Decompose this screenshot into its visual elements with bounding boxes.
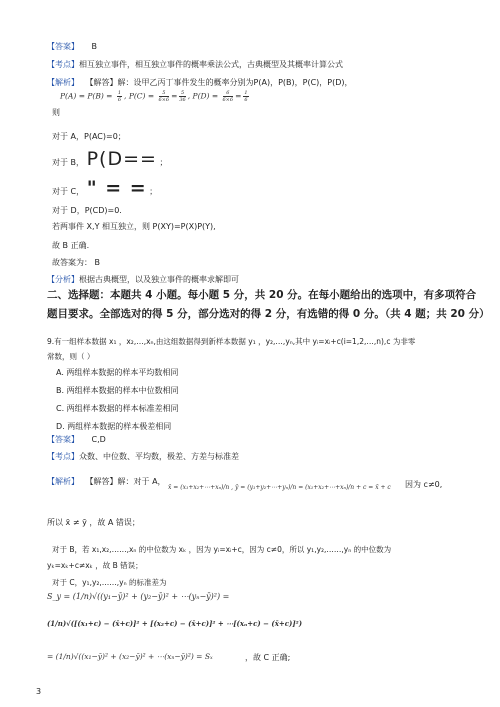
option-c: C. 两组样本数据的样本标准差相同	[56, 404, 179, 413]
answer-line	[47, 41, 97, 52]
question-9-line-1: 9.有一组样本数据 x₁ ，x₂,…,xₙ,由这组数据得到新样本数据 y₁ ，y₂,…,yₙ,其中 yᵢ=xᵢ+c(i=1,2,…,n),c 为非零	[47, 337, 416, 346]
case-c-prefix: 对于 C，	[52, 187, 85, 196]
sy-formula: S_y = (1/n)√((y₁−ȳ)² + (y₂−ȳ)² + ⋯(yₙ−ȳ)²) =	[47, 592, 230, 601]
option-b: B. 两组样本数据的样本中位数相同	[56, 386, 179, 395]
fenxi-line	[47, 274, 239, 285]
case-b-prefix: 对于 B，	[52, 158, 85, 167]
frac-6-66: $\frac{6}{6\times 6}$	[222, 90, 234, 103]
case-b-formula: P(D==	[86, 148, 157, 170]
so-line: 所以 x̄ ≠ ȳ ，故 A 错误；	[47, 518, 140, 527]
jiexi-2-tag: 【解析】	[47, 477, 79, 486]
jiexi-2-line	[47, 476, 166, 487]
section-title-2: 题目要求。全部选对的得 5 分，部分选对的得 2 分，有选错的得 0 分。（共 4 题；共 20 分）	[47, 308, 490, 320]
jiexi-tag: 【解析】	[47, 78, 79, 87]
option-d: D. 两组样本数据的样本极差相同	[56, 422, 172, 431]
case-c-suffix: ；	[149, 187, 158, 196]
case-b2-line-1: 对于 B，若 x₁,x₂,……,xₙ 的中位数为 xₖ ，因为 yᵢ=xᵢ+c，因为 c≠0，所以 y₁,y₂,……,yₙ 的中位数为	[52, 545, 392, 554]
c-correct: ，故 C 正确;	[245, 653, 291, 662]
answer-tag: 【答案】	[47, 42, 79, 51]
kaodian-2-line	[47, 451, 239, 462]
final-answer: 故答案为： B	[52, 258, 101, 267]
jiexi-line	[47, 77, 353, 88]
case-c2-line: 对于 C，y₁,y₂,……,yₙ 的标准差为	[52, 578, 167, 587]
option-a: A. 两组样本数据的样本平均数相同	[56, 368, 179, 377]
jiexi-text: 【解答】解：设甲乙丙丁事件发生的概率分别为P(A)，P(B)，P(C)，P(D)，	[85, 78, 353, 87]
frac-1-6: $\frac{1}{6}$	[117, 90, 122, 103]
answer-text: B	[91, 42, 98, 51]
expanded-formula: (1/n)√([(x₁+c) − (x̄+c)]² + [(x₂+c) − (x̄+c)]² + ⋯[(xₙ+c) − (x̄+c)]²)	[47, 619, 303, 628]
case-b2-line-2: yₖ=xₖ+c≠xₖ ，故 B 错误；	[47, 561, 143, 570]
fenxi-text: 根据古典概型，以及独立事件的概率求解即可	[79, 275, 239, 284]
kaodian-text: 相互独立事件，相互独立事件的概率乘法公式，古典概型及其概率计算公式	[79, 60, 343, 69]
case-c	[52, 176, 157, 204]
kaodian-2-tag: 【考点】	[47, 452, 79, 461]
ze-line: 则	[52, 108, 60, 117]
frac-5-36: $\frac{5}{36}$	[179, 90, 186, 103]
answer-2-tag: 【答案】	[47, 435, 79, 444]
case-b	[52, 147, 167, 175]
section-title-1: 二、选择题：本题共 4 小题。每小题 5 分，共 20 分。在每小题给出的选项中，有多项符合	[47, 289, 477, 301]
case-c-formula: " = =	[86, 177, 147, 199]
formula-pd: P(D) =	[192, 91, 221, 101]
kaodian-line	[47, 59, 343, 70]
mean-formula: x̄ = (x₁+x₂+⋯+xₙ)/n , ȳ = (y₁+y₂+⋯+yₙ)/n = (x₁+x₂+⋯+xₙ)/n + c = x̄ + c	[168, 484, 391, 491]
case-d: 对于 D，P(CD)=0.	[52, 206, 122, 215]
answer-2-line	[47, 434, 106, 445]
probability-formula: P(A) = P(B) = $\frac{1}{6}$ , P(C) = $\frac{5}{6\times 6}$ = $\frac{5}{36}$ , P(D) = $\frac{6}{6\times 6}$ = $\frac{1}{6}$	[60, 90, 248, 103]
final-formula: = (1/n)√((x₁−ȳ)² + (x₂−ȳ)² + ⋯(xₙ−ȳ)²) = Sₓ	[47, 652, 213, 661]
formula-pa: P(A) = P(B) =	[60, 91, 115, 101]
kaodian-2-text: 众数、中位数、平均数，极差、方差与标准差	[79, 452, 239, 461]
jiexi-2-text: 【解答】解：对于 A，	[85, 477, 166, 486]
independence-line: 若两事件 X,Y 相互独立，则 P(XY)=P(X)P(Y),	[52, 222, 216, 231]
frac-1-6b: $\frac{1}{6}$	[244, 90, 248, 103]
answer-2-text: C,D	[91, 435, 106, 444]
fenxi-tag: 【分析】	[47, 275, 79, 284]
formula-pc: P(C) =	[128, 91, 157, 101]
case-b-suffix: ；	[159, 158, 168, 167]
question-9-line-2: 常数，则（ ）	[47, 352, 95, 361]
page-number: 3	[36, 687, 42, 696]
because-c-text: 因为 c≠0,	[405, 480, 443, 489]
frac-5-66: $\frac{5}{6\times 6}$	[158, 90, 170, 103]
b-correct: 故 B 正确.	[52, 241, 90, 250]
case-a: 对于 A，P(AC)=0；	[52, 132, 126, 141]
kaodian-tag: 【考点】	[47, 60, 79, 69]
